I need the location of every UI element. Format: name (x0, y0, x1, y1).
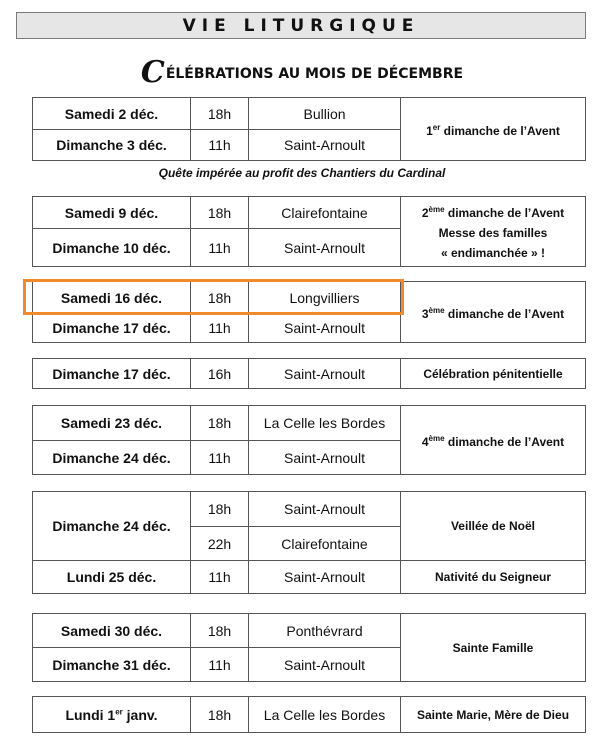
day-cell: Dimanche 31 déc. (33, 648, 191, 682)
page-subtitle (0, 55, 604, 90)
schedule-block-8 (32, 696, 586, 733)
place-cell: Longvilliers (249, 282, 401, 314)
day-cell: Lundi 1er janv. (33, 697, 191, 733)
place-cell: Clairefontaine (249, 527, 401, 561)
place-cell: Saint-Arnoult (249, 314, 401, 343)
day-cell: Lundi 25 déc. (33, 561, 191, 594)
time-cell: 18h (191, 197, 249, 229)
day-cell: Dimanche 17 déc. (33, 359, 191, 389)
subtitle-text: ÉLÉBRATIONS AU MOIS DE DÉCEMBRE (165, 66, 464, 82)
occasion-cell: Sainte Famille (401, 614, 586, 682)
table-row (33, 359, 586, 389)
schedule-block-6 (32, 491, 586, 594)
place-cell: La Celle les Bordes (249, 406, 401, 441)
place-cell: Saint-Arnoult (249, 359, 401, 389)
table-row (33, 282, 586, 314)
section-header (16, 12, 586, 39)
place-cell: Bullion (249, 98, 401, 130)
place-cell: La Celle les Bordes (249, 697, 401, 733)
table-row (33, 98, 586, 130)
day-cell: Dimanche 17 déc. (33, 314, 191, 343)
schedule-block-4 (32, 358, 586, 389)
time-cell: 18h (191, 614, 249, 648)
day-cell: Samedi 30 déc. (33, 614, 191, 648)
schedule-block-7 (32, 613, 586, 682)
place-cell: Saint-Arnoult (249, 229, 401, 267)
table-row (33, 614, 586, 648)
time-cell: 18h (191, 282, 249, 314)
occasion-cell: Veillée de Noël (401, 492, 586, 561)
time-cell: 11h (191, 561, 249, 594)
time-cell: 18h (191, 98, 249, 130)
occasion-cell: 1er dimanche de l’Avent (401, 98, 586, 161)
time-cell: 22h (191, 527, 249, 561)
time-cell: 18h (191, 697, 249, 733)
collection-note: Quête impérée au profit des Chantiers du Cardinal (158, 166, 446, 180)
day-cell: Samedi 9 déc. (33, 197, 191, 229)
day-cell: Samedi 16 déc. (33, 282, 191, 314)
day-cell: Dimanche 24 déc. (33, 492, 191, 561)
time-cell: 11h (191, 229, 249, 267)
place-cell: Saint-Arnoult (249, 492, 401, 527)
place-cell: Clairefontaine (249, 197, 401, 229)
occasion-cell: Nativité du Seigneur (401, 561, 586, 594)
schedule-block-5 (32, 405, 586, 475)
place-cell: Saint-Arnoult (249, 130, 401, 161)
time-cell: 11h (191, 648, 249, 682)
table-row (33, 406, 586, 441)
occasion-cell: 4ème dimanche de l’Avent (401, 406, 586, 475)
time-cell: 16h (191, 359, 249, 389)
time-cell: 11h (191, 314, 249, 343)
place-cell: Saint-Arnoult (249, 648, 401, 682)
day-cell: Dimanche 3 déc. (33, 130, 191, 161)
day-cell: Dimanche 24 déc. (33, 441, 191, 475)
occasion-cell: 3ème dimanche de l’Avent (401, 282, 586, 343)
time-cell: 11h (191, 130, 249, 161)
time-cell: 18h (191, 406, 249, 441)
place-cell: Ponthévrard (249, 614, 401, 648)
day-cell: Samedi 23 déc. (33, 406, 191, 441)
day-cell: Dimanche 10 déc. (33, 229, 191, 267)
table-row (33, 561, 586, 594)
table-row (33, 492, 586, 527)
occasion-cell: Sainte Marie, Mère de Dieu (401, 697, 586, 733)
time-cell: 11h (191, 441, 249, 475)
place-cell: Saint-Arnoult (249, 441, 401, 475)
schedule-block-1 (32, 97, 586, 161)
time-cell: 18h (191, 492, 249, 527)
subtitle-initial: C (140, 55, 165, 90)
schedule-block-3 (32, 281, 586, 343)
table-row (33, 197, 586, 229)
occasion-cell: Célébration pénitentielle (401, 359, 586, 389)
place-cell: Saint-Arnoult (249, 561, 401, 594)
table-row (33, 697, 586, 733)
section-title: VIE LITURGIQUE (182, 15, 420, 36)
schedule-block-2 (32, 196, 586, 267)
day-cell: Samedi 2 déc. (33, 98, 191, 130)
occasion-cell: 2ème dimanche de l’Avent Messe des familles « endimanchée » ! (401, 197, 586, 267)
